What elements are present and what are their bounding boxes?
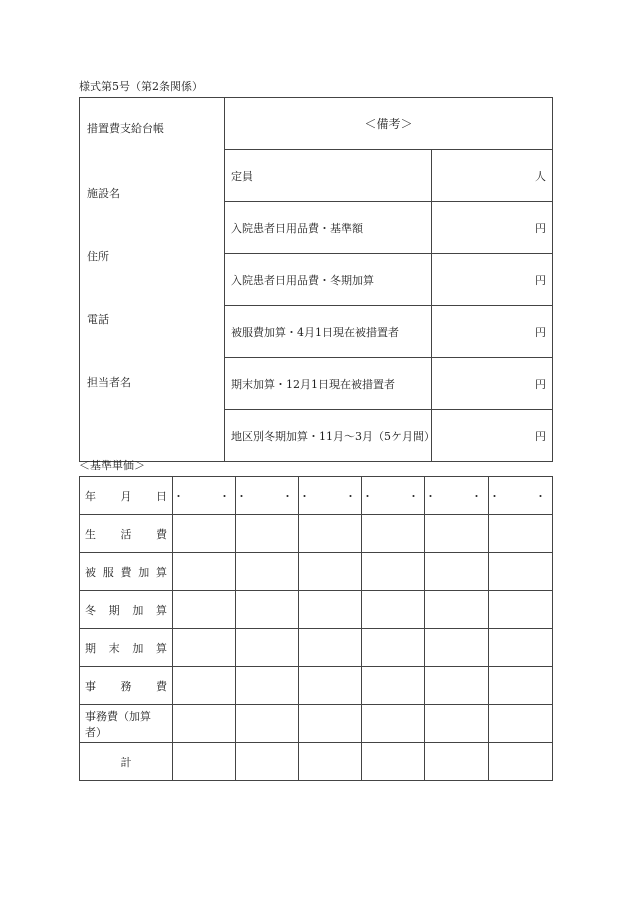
value-cell[interactable] — [299, 667, 362, 705]
value-cell[interactable] — [362, 705, 425, 743]
label-char: 算 — [156, 565, 167, 579]
facility-info-cell — [80, 98, 225, 462]
label-char: 算 — [155, 603, 167, 617]
value-cell[interactable] — [489, 515, 553, 553]
item-daily-goods-base-label: 入院患者日用品費・基準額 — [225, 202, 432, 254]
value-cell[interactable] — [236, 591, 299, 629]
value-cell[interactable] — [425, 705, 489, 743]
label-char: 費 — [156, 679, 167, 693]
value-cell[interactable] — [425, 553, 489, 591]
ledger-title: 措置費支給台帳 — [87, 122, 164, 135]
value-cell[interactable] — [425, 591, 489, 629]
date-row — [80, 477, 553, 515]
item-year-end-unit: 円 — [432, 358, 553, 410]
office-cost-additional-label: 事務費（加算者） — [80, 705, 173, 743]
form-number: 様式第5号（第2条関係） — [79, 80, 203, 93]
label-char: 務 — [120, 679, 132, 693]
total-row — [80, 743, 553, 781]
date-header — [80, 477, 173, 515]
item-clothing-unit: 円 — [432, 306, 553, 358]
date-cell[interactable]: ・ ・ — [236, 477, 299, 515]
date-cell[interactable]: ・ ・ — [299, 477, 362, 515]
label-char: 加 — [138, 565, 150, 579]
label-char: 費 — [120, 565, 132, 579]
facility-name-label: 施設名 — [87, 187, 120, 200]
value-cell[interactable] — [173, 705, 236, 743]
value-cell[interactable] — [236, 515, 299, 553]
value-cell[interactable] — [173, 743, 236, 781]
label-char: 加 — [132, 603, 144, 617]
living-cost-row — [80, 515, 553, 553]
item-daily-goods-winter-unit: 円 — [432, 254, 553, 306]
value-cell[interactable] — [362, 667, 425, 705]
value-cell[interactable] — [236, 667, 299, 705]
date-header-text — [85, 488, 167, 504]
date-cell[interactable]: ・ ・ — [489, 477, 553, 515]
base-unit-title: ＜基準単価＞ — [79, 459, 145, 472]
value-cell[interactable] — [236, 705, 299, 743]
label-char: 末 — [108, 641, 120, 655]
base-unit-table — [79, 476, 558, 781]
value-cell[interactable] — [489, 743, 553, 781]
item-daily-goods-winter-label: 入院患者日用品費・冬期加算 — [225, 254, 432, 306]
label-char: 冬 — [85, 603, 96, 617]
label-char: 加 — [132, 641, 144, 655]
value-cell[interactable] — [425, 743, 489, 781]
date-header-char: 月 — [120, 489, 132, 503]
office-cost-additional-row — [80, 705, 553, 743]
value-cell[interactable] — [489, 591, 553, 629]
value-cell[interactable] — [236, 743, 299, 781]
total-label: 計 — [80, 743, 173, 781]
value-cell[interactable] — [489, 629, 553, 667]
winter-allowance-label — [80, 591, 173, 629]
date-cell[interactable]: ・ ・ — [425, 477, 489, 515]
person-in-charge-label: 担当者名 — [87, 376, 131, 389]
date-header-char: 日 — [156, 489, 167, 503]
value-cell[interactable] — [362, 553, 425, 591]
label-char: 生 — [85, 527, 96, 541]
value-cell[interactable] — [299, 705, 362, 743]
office-cost-row — [80, 667, 553, 705]
winter-allowance-row — [80, 591, 553, 629]
remarks-header: ＜備考＞ — [225, 98, 553, 150]
value-cell[interactable] — [362, 743, 425, 781]
date-cell[interactable]: ・ ・ — [173, 477, 236, 515]
value-cell[interactable] — [173, 667, 236, 705]
value-cell[interactable] — [299, 553, 362, 591]
item-capacity-label: 定員 — [225, 150, 432, 202]
value-cell[interactable] — [236, 629, 299, 667]
value-cell[interactable] — [173, 553, 236, 591]
label-char: 費 — [156, 527, 167, 541]
item-year-end-label: 期末加算・12月1日現在被措置者 — [225, 358, 432, 410]
clothing-allowance-label — [80, 553, 173, 591]
year-end-allowance-label — [80, 629, 173, 667]
label-char: 算 — [155, 641, 167, 655]
item-daily-goods-base-unit: 円 — [432, 202, 553, 254]
label-char: 被 — [85, 565, 96, 579]
year-end-allowance-row — [80, 629, 553, 667]
living-cost-label — [80, 515, 173, 553]
label-char: 服 — [102, 565, 114, 579]
item-clothing-label: 被服費加算・4月1日現在被措置者 — [225, 306, 432, 358]
date-cell[interactable]: ・ ・ — [362, 477, 425, 515]
value-cell[interactable] — [299, 743, 362, 781]
label-char: 期 — [85, 641, 96, 655]
value-cell[interactable] — [173, 629, 236, 667]
label-char: 活 — [120, 527, 132, 541]
value-cell[interactable] — [299, 629, 362, 667]
label-char: 期 — [108, 603, 120, 617]
value-cell[interactable] — [236, 553, 299, 591]
value-cell[interactable] — [362, 515, 425, 553]
value-cell[interactable] — [362, 629, 425, 667]
value-cell[interactable] — [173, 591, 236, 629]
value-cell[interactable] — [425, 515, 489, 553]
value-cell[interactable] — [425, 629, 489, 667]
value-cell[interactable] — [489, 553, 553, 591]
address-label: 住所 — [87, 250, 109, 263]
value-cell[interactable] — [489, 667, 553, 705]
phone-label: 電話 — [87, 313, 109, 326]
value-cell[interactable] — [173, 515, 236, 553]
ledger-table — [79, 97, 553, 462]
label-char: 事 — [85, 679, 96, 693]
value-cell[interactable] — [299, 591, 362, 629]
office-cost-label — [80, 667, 173, 705]
item-regional-winter-unit: 円 — [432, 410, 553, 462]
value-cell[interactable] — [425, 667, 489, 705]
item-capacity-unit: 人 — [432, 150, 553, 202]
value-cell[interactable] — [299, 515, 362, 553]
clothing-allowance-row — [80, 553, 553, 591]
date-header-char: 年 — [85, 489, 96, 503]
value-cell[interactable] — [362, 591, 425, 629]
item-regional-winter-label: 地区別冬期加算・11月～3月（5ケ月間） — [225, 410, 432, 462]
value-cell[interactable] — [489, 705, 553, 743]
